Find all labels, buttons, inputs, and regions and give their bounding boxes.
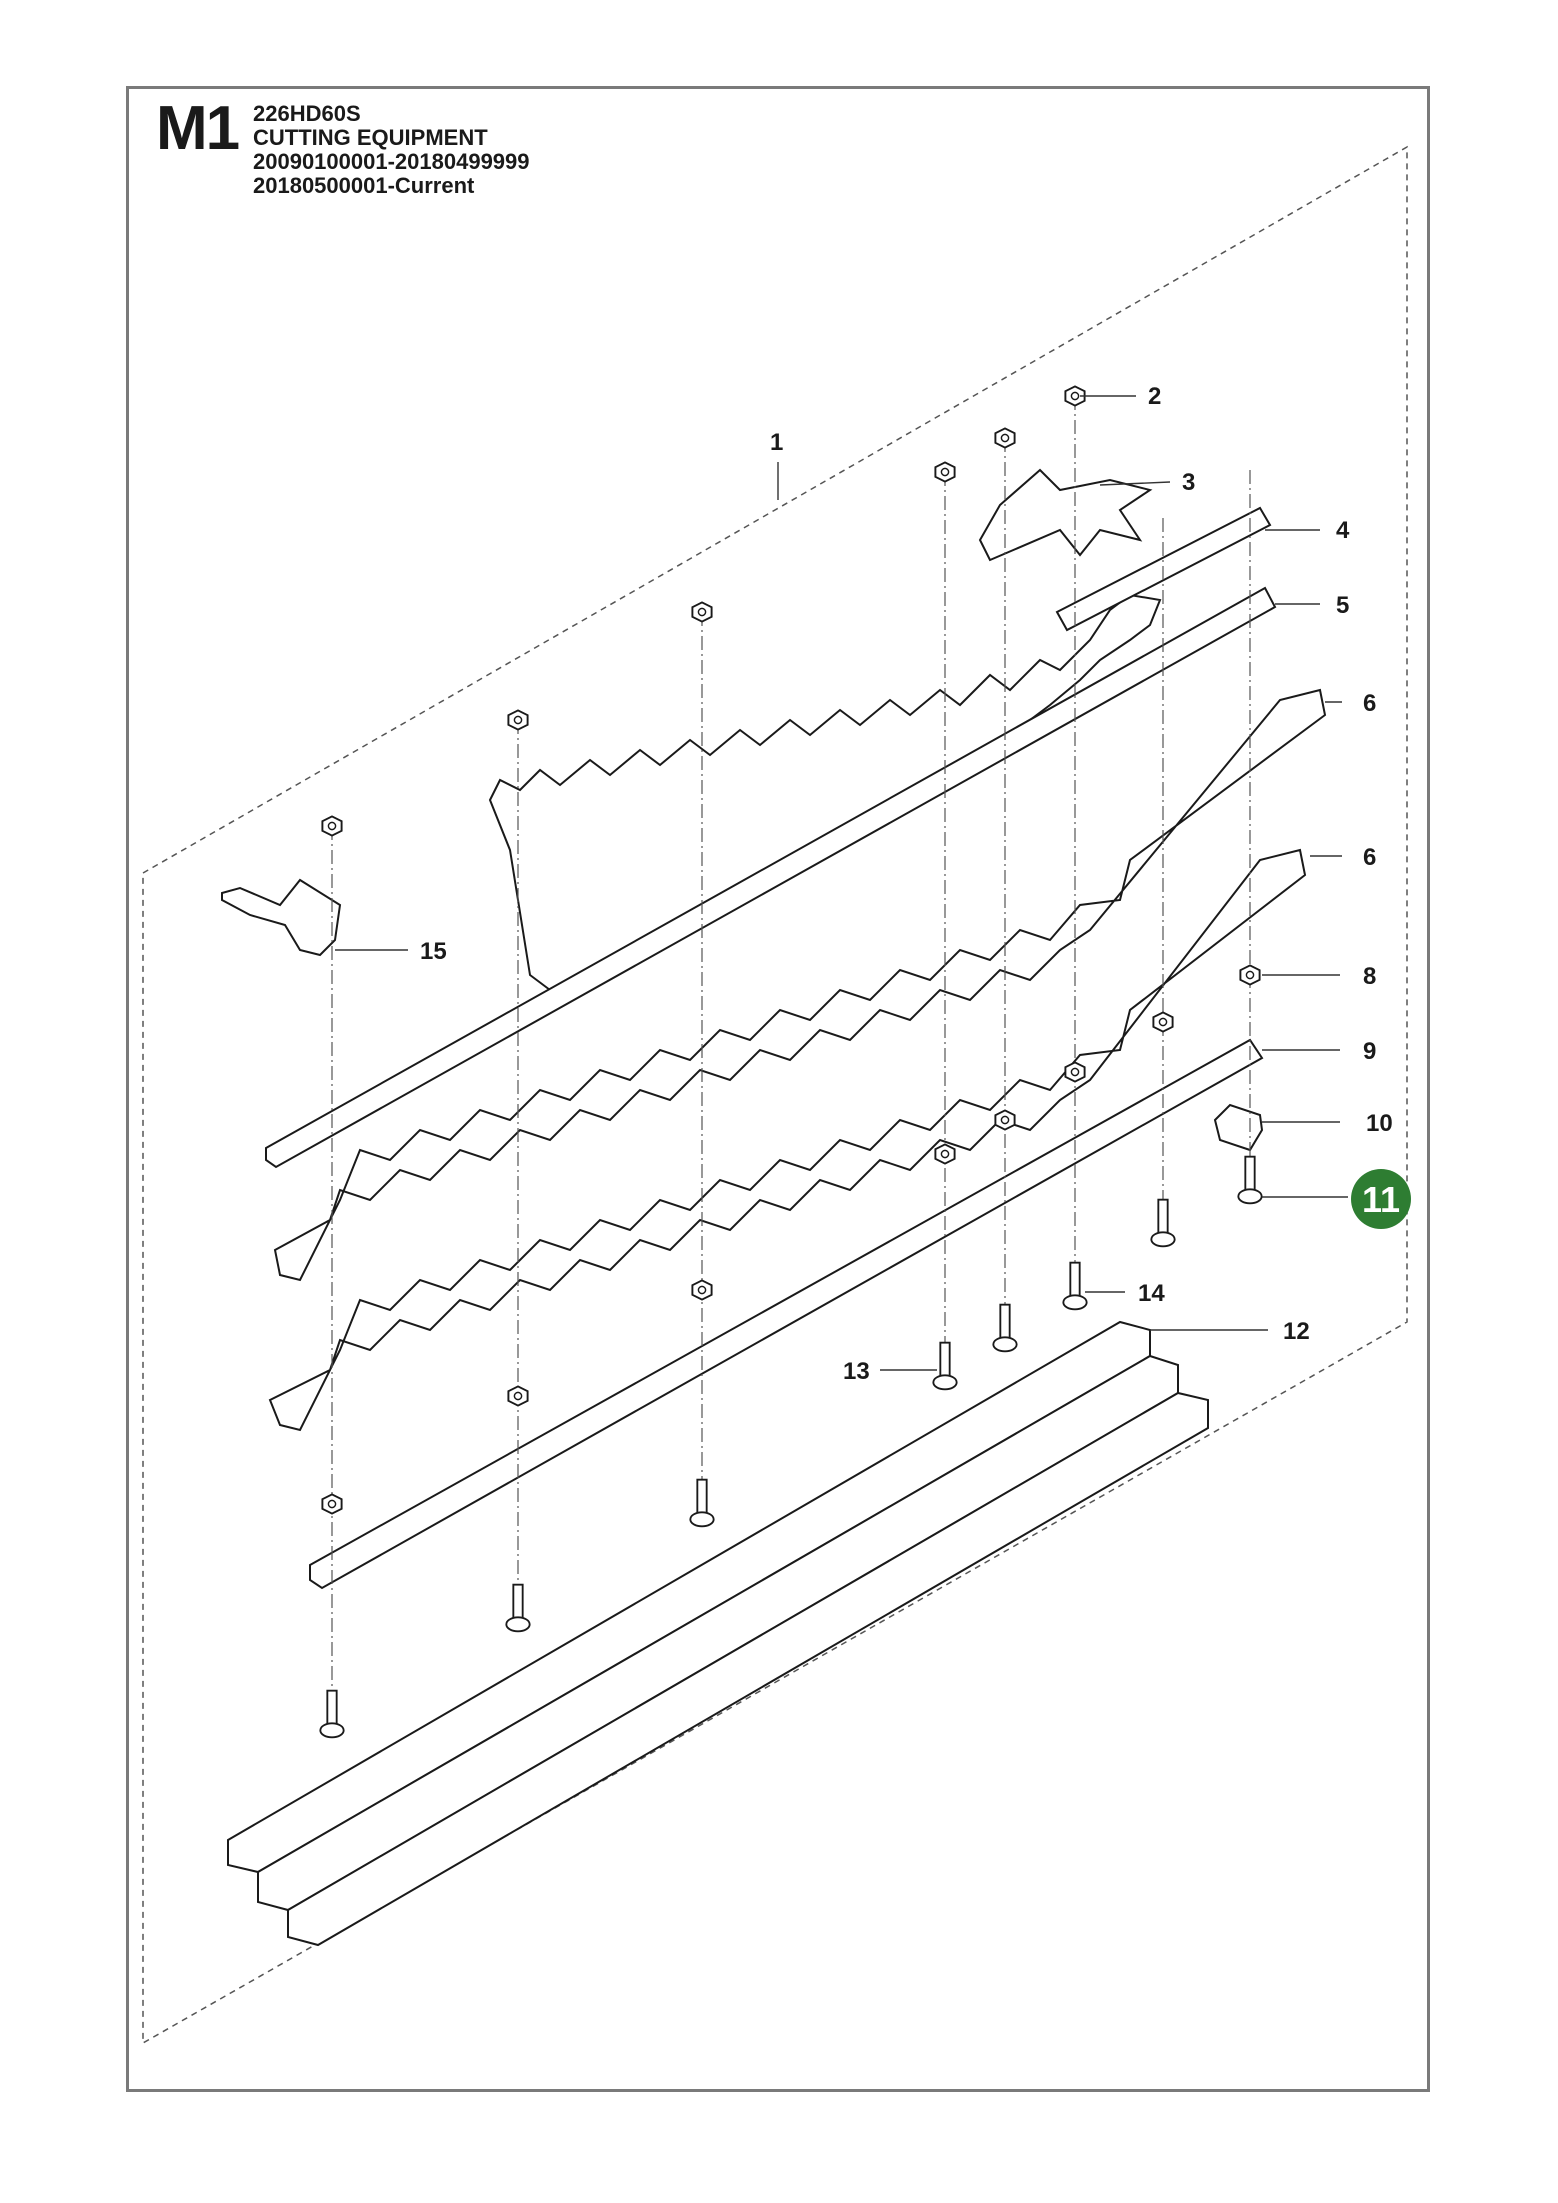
callout-6-upper: 6 bbox=[1363, 690, 1377, 717]
callout-15: 15 bbox=[420, 938, 447, 965]
callout-6-lower: 6 bbox=[1363, 844, 1377, 871]
callout-3: 3 bbox=[1182, 469, 1196, 496]
serial-range-1: 20090100001-20180499999 bbox=[253, 149, 530, 174]
serial-range-2: 20180500001-Current bbox=[253, 173, 475, 198]
group-name: CUTTING EQUIPMENT bbox=[253, 125, 488, 150]
clip bbox=[1215, 1105, 1262, 1150]
callout-9: 9 bbox=[1363, 1038, 1377, 1065]
section-code: M1 bbox=[156, 94, 239, 163]
blade-guard bbox=[228, 1322, 1208, 1945]
callout-12: 12 bbox=[1283, 1318, 1310, 1345]
callout-14: 14 bbox=[1138, 1280, 1165, 1307]
callout-4: 4 bbox=[1336, 517, 1350, 544]
callout-11: 11 bbox=[1361, 1179, 1401, 1220]
blade-end-plate bbox=[490, 470, 1160, 990]
model-name: 226HD60S bbox=[253, 101, 361, 126]
callout-5: 5 bbox=[1336, 592, 1350, 619]
callout-8: 8 bbox=[1363, 963, 1377, 990]
callout-2: 2 bbox=[1148, 383, 1162, 410]
callout-10: 10 bbox=[1366, 1110, 1393, 1137]
long-plate bbox=[266, 588, 1275, 1167]
callout-13: 13 bbox=[843, 1358, 870, 1385]
callout-1: 1 bbox=[770, 429, 784, 456]
bottom-plate bbox=[310, 1040, 1262, 1588]
tip-guard bbox=[222, 880, 340, 955]
